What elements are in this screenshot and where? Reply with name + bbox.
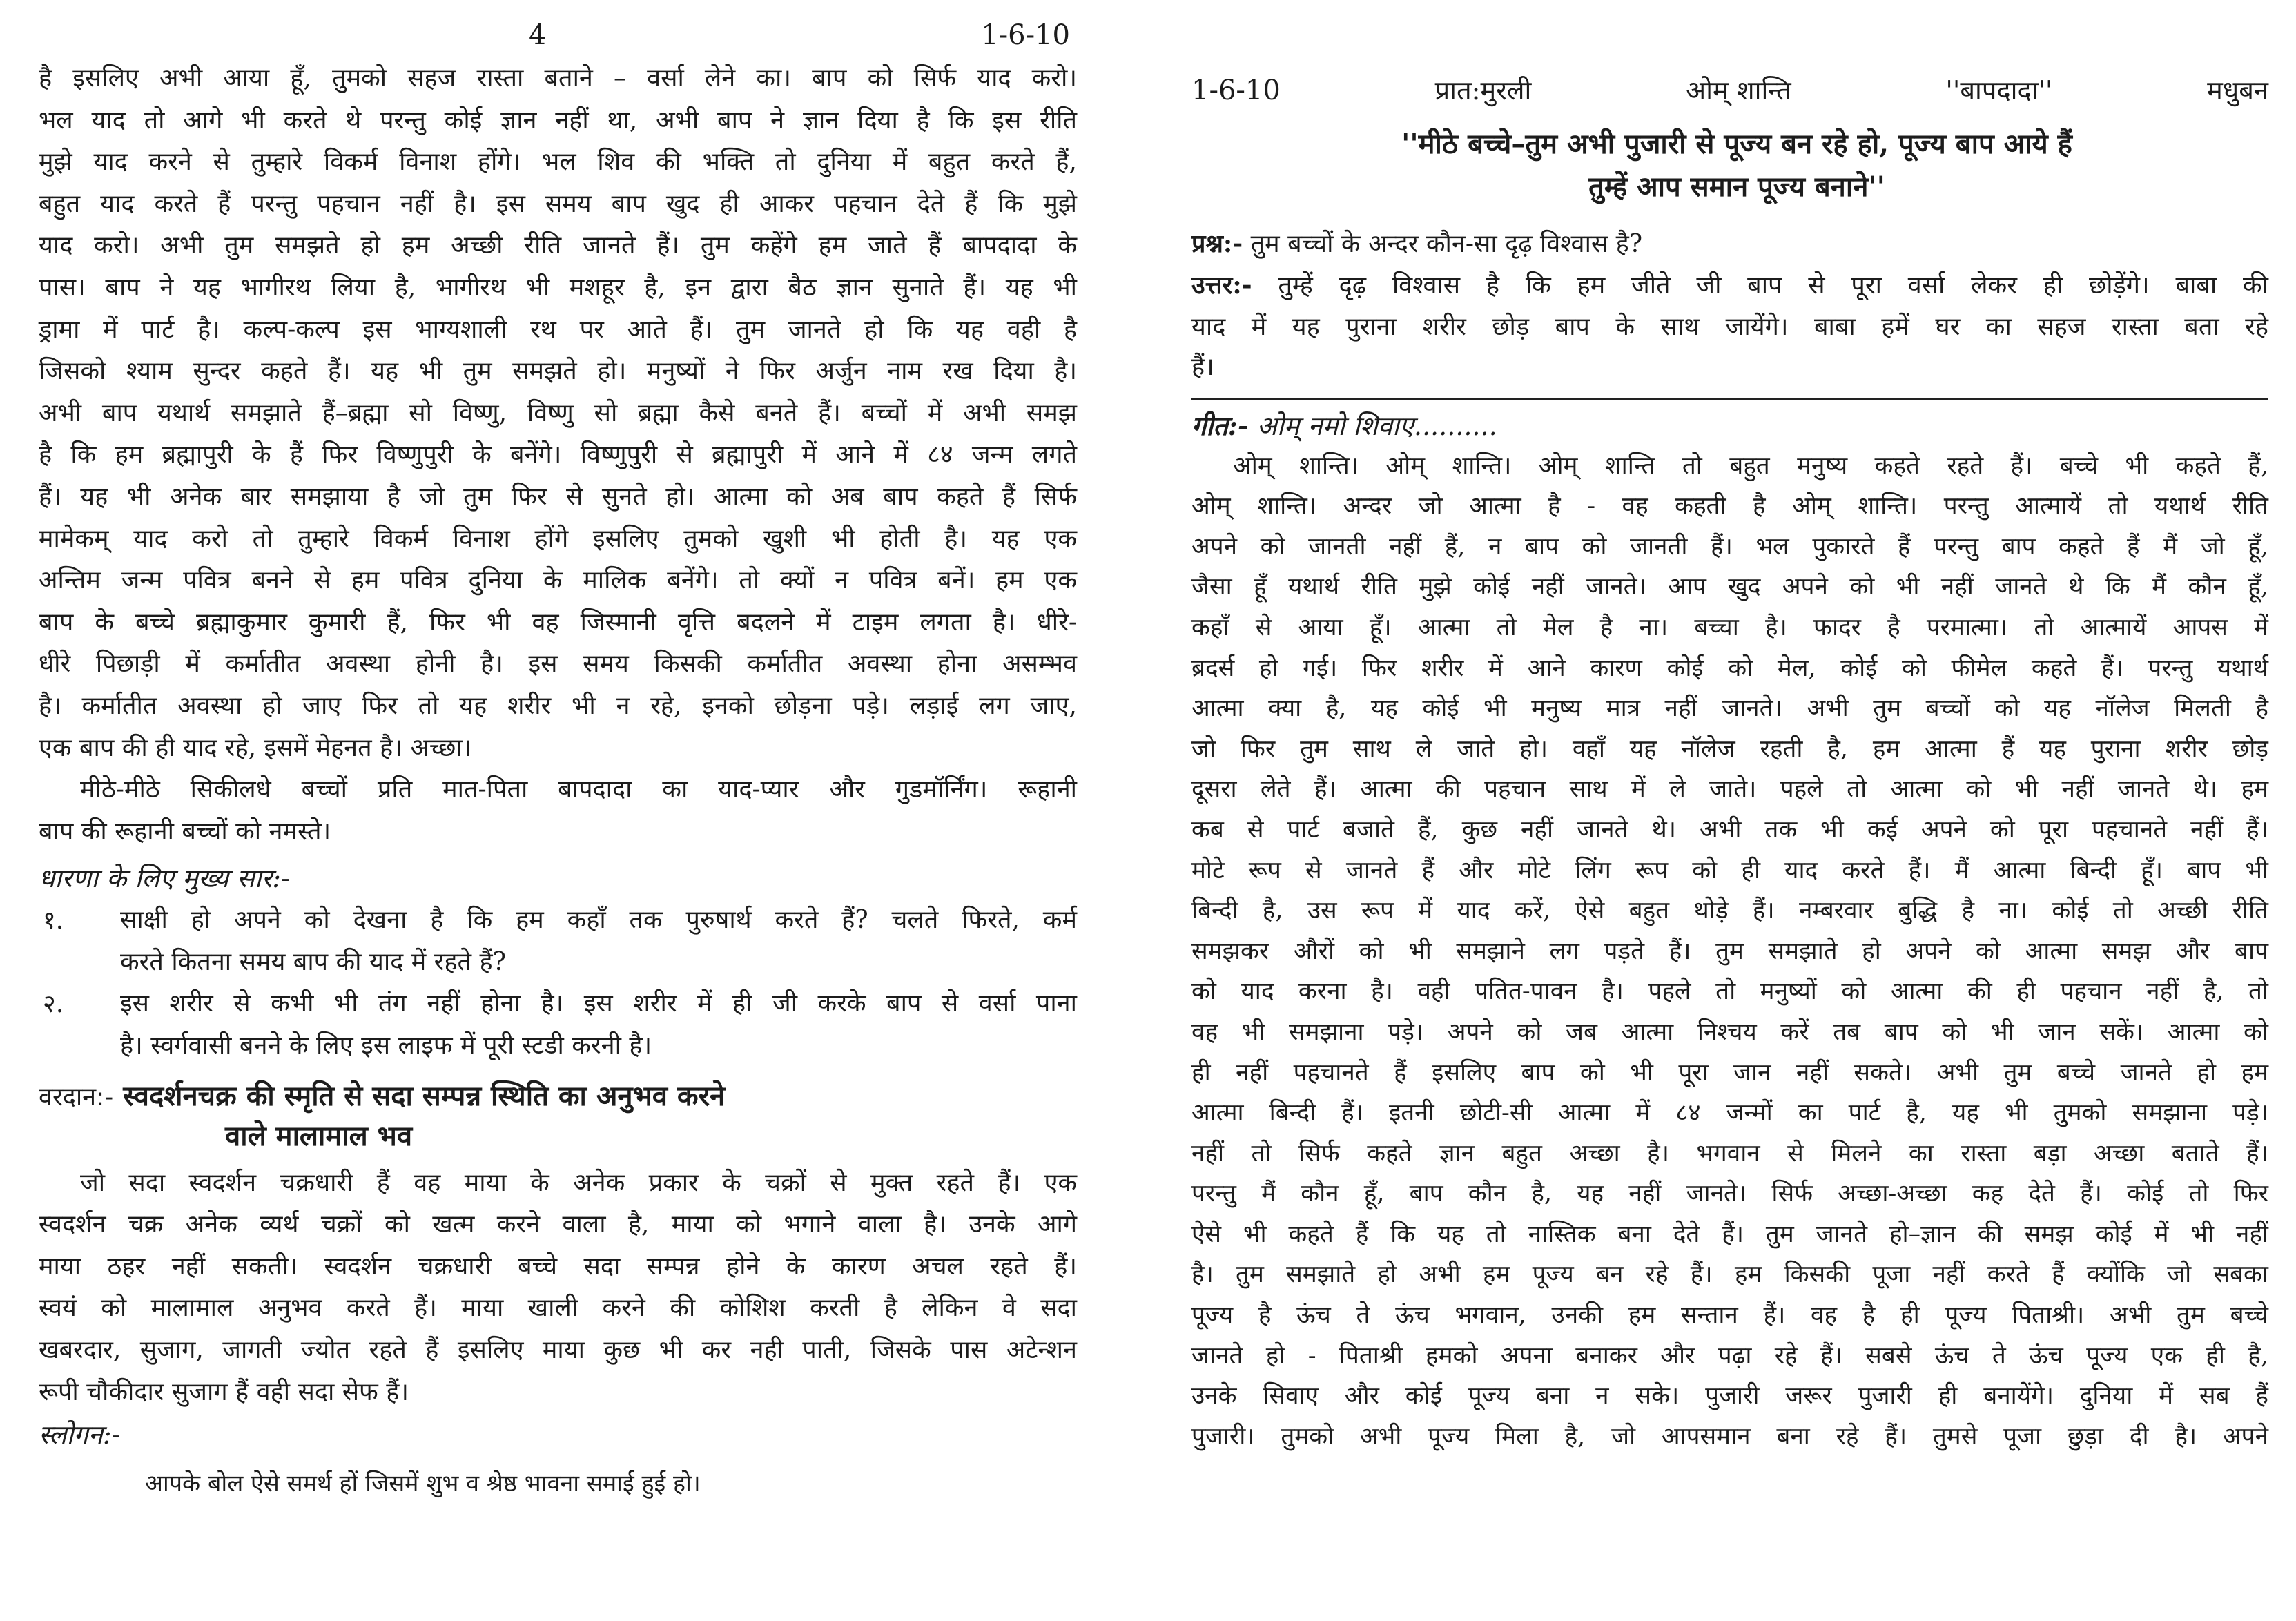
dharna-point: [39, 983, 1077, 1067]
body-line: है कि हम ब्रह्मापुरी के हैं फिर विष्णुपुरी के बनेंगे। विष्णुपुरी से ब्रह्मापुरी में आने में ८४ जन्म लगते: [39, 440, 1077, 469]
body-line: अभी बाप यथार्थ समझाते हैं–ब्रह्मा सो विष्णु, विष्णु सो ब्रह्मा कैसे बनते हैं। बच्चों में अभी समझ: [39, 398, 1077, 427]
question-label: प्रश्न:-: [1191, 229, 1243, 258]
body-line: एक बाप की ही याद रहे, इसमें मेहनत है। अच्छा।: [39, 733, 472, 762]
body-line: ब्रदर्स हो गई। फिर शरीर में आने कारण कोई को मेल, कोई को फीमेल कहते हैं। परन्तु यथार्थ: [1191, 654, 2268, 682]
answer-line: [1191, 264, 2268, 307]
body-line: नहीं तो सिर्फ कहते ज्ञान बहुत अच्छा है। भगवान से मिलने का रास्ता बड़ा अच्छा बताते हैं।: [1191, 1139, 2268, 1167]
body-line: बहुत याद करते हैं परन्तु पहचान नहीं है। इस समय बाप खुद ही आकर पहचान देते हैं कि मुझे: [39, 189, 1077, 218]
vardaan-title-line: वाले मालामाल भव: [225, 1119, 413, 1152]
body-line: कहाँ से आया हूँ। आत्मा तो मेल है ना। बच्चा है। फादर है परमात्मा। तो आत्मायें आपस में: [1191, 613, 2268, 641]
body-line: कब से पार्ट बजाते हैं, कुछ नहीं जानते थे। अभी तक भी कई अपने को पूरा पहचानते नहीं हैं।: [1191, 815, 2268, 844]
body-line: दूसरा लेते हैं। आत्मा की पहचान साथ में ले जाते। पहले तो आत्मा को भी नहीं जानते थे। हम: [1191, 775, 2268, 804]
vardaan-line: माया ठहर नहीं सकती। स्वदर्शन चक्रधारी बच्चे सदा सम्पन्न होने के कारण अचल रहते हैं।: [39, 1252, 1077, 1281]
yaad-pyar-line: मीठे-मीठे सिकीलधे बच्चों प्रति मात-पिता बापदादा का याद-प्यार और गुडमॉर्निंग। रूहानी: [80, 775, 1077, 804]
vardaan-line: रूपी चौकीदार सुजाग हैं वही सदा सेफ हैं।: [39, 1377, 409, 1406]
body-line: मामेकम् याद करो तो तुम्हारे विकर्म विनाश होंगे इसलिए तुमको खुशी भी होती है। यह एक: [39, 524, 1077, 553]
body-line: ही नहीं पहचानते हैं इसलिए बाप को भी पूरा जान नहीं सकते। अभी तुम बच्चे जानते हो हम: [1191, 1058, 2268, 1087]
body-line: भल याद तो आगे भी करते थे परन्तु कोई ज्ञान नहीं था, अभी बाप ने ज्ञान दिया है कि इस रीति: [39, 106, 1077, 135]
point-line: साक्षी हो अपने को देखना है कि हम कहाँ तक पुरुषार्थ करते हैं? चलते फिरते, कर्म: [120, 906, 1077, 935]
murli-body: [1191, 446, 2268, 1457]
body-line: धीरे पिछाड़ी में कर्मातीत अवस्था होनी है। इस समय किसकी कर्मातीत अवस्था होना असम्भव: [39, 650, 1077, 679]
body-line: ओम् शान्ति। अन्दर जो आत्मा है - वह कहती है ओम् शान्ति। परन्तु आत्मायें तो यथार्थ रीति: [1191, 492, 2268, 521]
body-line: है। कर्मातीत अवस्था हो जाए फिर तो यह शरीर भी न रहे, इनको छोड़ना पड़े। लड़ाई लग जाए,: [39, 691, 1077, 720]
murli-continuation: [39, 58, 1077, 769]
vardaan-line: जो सदा स्वदर्शन चक्रधारी हैं वह माया के अनेक प्रकार के चक्रों से मुक्त रहते हैं। एक: [80, 1168, 1077, 1197]
question-text: तुम बच्चों के अन्दर कौन-सा दृढ़ विश्वास है?: [1250, 230, 1643, 258]
place: मधुबन: [2207, 75, 2268, 106]
body-line: ड्रामा में पार्ट है। कल्प-कल्प इस भाग्यशाली रथ पर आते हैं। तुम जानते हो कि यह वही है: [39, 315, 1077, 344]
vardaan-line: खबरदार, सुजाग, जागती ज्योत रहते हैं इसलिए माया कुछ भी कर नही पाती, जिसके पास अटेन्शन: [39, 1336, 1077, 1365]
body-line: बाप के बच्चे ब्रह्माकुमार कुमारी हैं, फिर भी वह जिस्मानी वृत्ति बदलने में टाइम लगता है। धीरे-: [39, 608, 1077, 637]
answer: [1191, 264, 2268, 387]
point-number: २.: [43, 990, 64, 1019]
body-line: अन्तिम जन्म पवित्र बनने से हम पवित्र दुनिया के मालिक बनेंगे। तो क्यों न पवित्र बनें। हम एक: [39, 566, 1077, 595]
body-line: जिसको श्याम सुन्दर कहते हैं। यह भी तुम समझते हो। मनुष्यों ने फिर अर्जुन नाम रख दिया है।: [39, 357, 1077, 386]
body-line: पुजारी। तुमको अभी पूज्य मिला है, जो आपसमान बना रहे हैं। तुमसे पूजा छुड़ा दी है। अपने: [1191, 1422, 2268, 1450]
dharna-point: [39, 900, 1077, 983]
body-line: आत्मा क्या है, यह कोई भी मनुष्य मात्र नहीं जानते। अभी तुम बच्चों को यह नॉलेज मिलती है: [1191, 695, 2268, 723]
answer-line: याद में यह पुराना शरीर छोड़ बाप के साथ जायेंगे। बाबा हमें घर का सहज रास्ता बता रहे: [1191, 312, 2268, 341]
body-line: बिन्दी है, उस रूप में याद करें, ऐसे बहुत थोड़े हैं। नम्बरवार बुद्धि है ना। कोई तो अच्छी रीति: [1191, 897, 2268, 925]
murli-header: [1191, 19, 2268, 116]
body-line: आत्मा बिन्दी हैं। इतनी छोटी-सी आत्मा में ८४ जन्मों का पार्ट है, यह भी तुमको समझाना पड़े।: [1191, 1099, 2268, 1127]
right-page: [1174, 0, 2296, 1621]
murli-title-line: तुम्हें आप समान पूज्य बनाने'': [1588, 171, 1885, 203]
slogan-label: स्लोगन:-: [39, 1419, 121, 1450]
slogan-text: आपके बोल ऐसे समर्थ हों जिसमें शुभ व श्रेष्ठ भावना समाई हुई हो।: [145, 1470, 701, 1498]
page-number: 4: [529, 19, 547, 51]
murli-type: प्रात:मुरली: [1434, 75, 1532, 106]
body-line: मोटे रूप से जानते हैं और मोटे लिंग रूप को ही याद करते हैं। मैं आत्मा बिन्दी हूँ। बाप भी: [1191, 856, 2268, 884]
vardaan-title: [39, 1077, 1077, 1156]
geet-text: ओम् नमो शिवाए..........: [1256, 410, 1497, 441]
body-line: पास। बाप ने यह भागीरथ लिया है, भागीरथ भी मशहूर है, इन द्वारा बैठ ज्ञान सुनाते हैं। यह भी: [39, 273, 1077, 302]
om-shanti: ओम् शान्ति: [1686, 75, 1791, 106]
yaad-pyar-line: बाप की रूहानी बच्चों को नमस्ते।: [39, 817, 331, 846]
page-date: 1-6-10: [981, 19, 1070, 51]
answer-line: हैं।: [1191, 352, 1214, 381]
murli-date: 1-6-10: [1191, 75, 1281, 106]
point-line: है। स्वर्गवासी बनने के लिए इस लाइफ में पूरी स्टडी करनी है।: [120, 1031, 652, 1060]
body-line: उनके सिवाए और कोई पूज्य बना न सके। पुजारी जरूर पुजारी ही बनायेंगे। दुनिया में सब हैं: [1191, 1382, 2268, 1410]
body-line: जानते हो - पिताश्री हमको अपना बनाकर और पढ़ा रहे हैं। सबसे ऊंच ते ऊंच पूज्य एक ही है,: [1191, 1341, 2268, 1370]
point-line: करते कितना समय बाप की याद में रहते हैं?: [120, 947, 506, 976]
body-line: है इसलिए अभी आया हूँ, तुमको सहज रास्ता बताने – वर्सा लेने का। बाप को सिर्फ याद करो।: [39, 64, 1077, 93]
section-divider: [1191, 398, 2268, 400]
left-page-header: [39, 19, 1077, 58]
point-number: १.: [43, 906, 64, 935]
body-line: परन्तु मैं कौन हूँ, बाप कौन है, यह नहीं जानते। सिर्फ अच्छा-अच्छा कह देते हैं। कोई तो फिर: [1191, 1180, 2268, 1208]
vardaan-line: स्वयं को मालामाल अनुभव करते हैं। माया खाली करने की कोशिश करती है लेकिन वे सदा: [39, 1294, 1077, 1323]
body-line: अपने को जानती नहीं हैं, न बाप को जानती हैं। भल पुकारते हैं परन्तु बाप कहते हैं मैं जो हूँ,: [1191, 532, 2268, 561]
geet: [1191, 406, 2268, 446]
murli-title: [1191, 123, 2268, 208]
body-line: जो फिर तुम साथ ले जाते हो। वहाँ यह नॉलेज रहती है, हम आत्मा हैं यह पुराना शरीर छोड़: [1191, 735, 2268, 763]
yaad-pyar: [39, 769, 1077, 853]
body-line: पूज्य है ऊंच ते ऊंच भगवान, उनकी हम सन्तान हैं। वह है ही पूज्य पिताश्री। अभी तुम बच्चे: [1191, 1301, 2268, 1330]
dharna-heading: धारणा के लिए मुख्य सार:-: [39, 863, 290, 894]
answer-text: तुम्हें दृढ़ विश्वास है कि हम जीते जी बाप से पूरा वर्सा लेकर ही छोड़ेंगे। बाबा की: [1278, 271, 2268, 300]
speaker: ''बापदादा'': [1945, 75, 2053, 106]
body-line: हैं। यह भी अनेक बार समझाया है जो तुम फिर से सुनते हो। आत्मा को अब बाप कहते हैं सिर्फ: [39, 482, 1077, 511]
dharna-points: [39, 900, 1077, 1067]
vardaan-line: स्वदर्शन चक्र अनेक व्यर्थ चक्रों को खत्म करने वाला है, माया को भगाने वाला है। उनके आगे: [39, 1210, 1077, 1239]
question: [1191, 224, 2268, 264]
vardaan-body: [39, 1163, 1077, 1414]
murli-title-line: ''मीठे बच्चे–तुम अभी पुजारी से पूज्य बन रहे हो, पूज्य बाप आये हैं: [1401, 128, 2072, 160]
body-line: ऐसे भी कहते हैं कि यह तो नास्तिक बना देते हैं। तुम जानते हो–ज्ञान की समझ कोई में भी नहीं: [1191, 1220, 2268, 1248]
body-line: वह भी समझाना पड़े। अपने को जब आत्मा निश्चय करें तब बाप को भी जान सकें। आत्मा को: [1191, 1018, 2268, 1046]
body-line: को याद करना है। वही पतित-पावन है। पहले तो मनुष्यों को आत्मा की ही पहचान नहीं है, तो: [1191, 978, 2268, 1006]
vardaan-title-line: स्वदर्शनचक्र की स्मृति से सदा सम्पन्न स्थिति का अनुभव करने: [123, 1079, 726, 1112]
body-line: है। तुम समझाते हो अभी हम पूज्य बन रहे हैं। हम किसकी पूजा नहीं करते हैं क्योंकि जो सबका: [1191, 1261, 2268, 1289]
geet-label: गीत:-: [1191, 409, 1249, 441]
answer-label: उत्तर:-: [1191, 271, 1252, 300]
body-line: याद करो। अभी तुम समझते हो हम अच्छी रीति जानते हैं। तुम कहेंगे हम जाते हैं बापदादा के: [39, 231, 1077, 260]
left-page: [0, 0, 1118, 1621]
body-line: मुझे याद करने से तुम्हारे विकर्म विनाश होंगे। भल शिव की भक्ति तो दुनिया में बहुत करते हैं,: [39, 148, 1077, 177]
body-line: ओम् शान्ति। ओम् शान्ति। ओम् शान्ति तो बहुत मनुष्य कहते रहते हैं। बच्चे भी कहते हैं,: [1233, 452, 2268, 480]
body-line: जैसा हूँ यथार्थ रीति मुझे कोई नहीं जानते। आप खुद अपने को भी नहीं जानते थे कि मैं कौन हूँ,: [1191, 573, 2268, 601]
vardaan-label: वरदान:-: [39, 1083, 114, 1112]
point-line: इस शरीर से कभी भी तंग नहीं होना है। इस शरीर में ही जी करके बाप से वर्सा पाना: [120, 989, 1077, 1018]
body-line: समझकर औरों को भी समझाने लग पड़ते हैं। तुम समझाते हो अपने को आत्मा समझ और बाप: [1191, 937, 2268, 965]
